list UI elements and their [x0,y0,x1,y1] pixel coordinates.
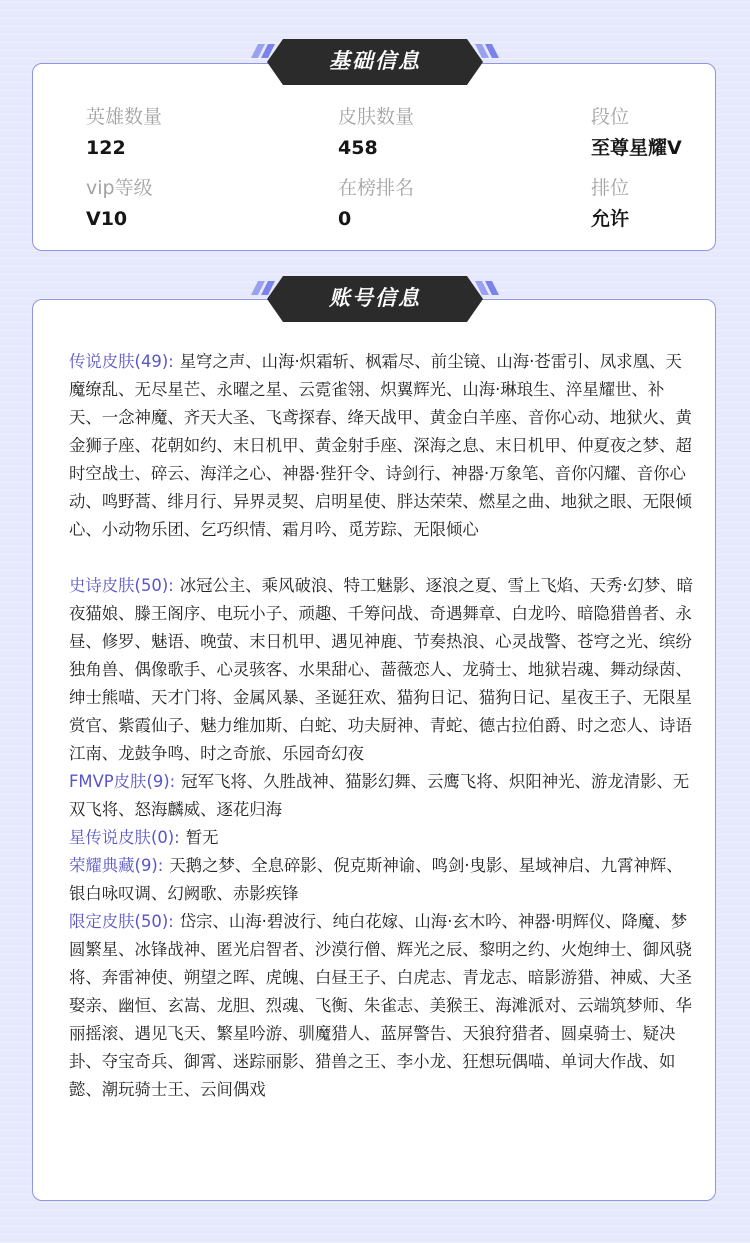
hero-count-value: 122 [86,137,126,159]
fmvp-skins-label: FMVP皮肤(9): [69,772,176,791]
rank-tier-label: 段位 [591,106,630,128]
account-info-banner [0,275,750,323]
skin-count-value: 458 [338,137,378,159]
account-info-title: 账号信息 [329,286,421,310]
hero-count-field [86,104,336,161]
rank-tier-value: 至尊星耀V [591,137,682,159]
skin-count-field [338,104,588,161]
leaderboard-rank-label: 在榜排名 [338,177,415,199]
vip-level-label: vip等级 [86,177,153,199]
section-gap [69,544,695,572]
star-legend-skins-section [69,824,695,852]
hero-count-label: 英雄数量 [86,106,163,128]
leaderboard-rank-value: 0 [338,208,352,230]
limited-skins-label: 限定皮肤(50): [69,912,174,931]
basic-info-title: 基础信息 [329,49,421,73]
skin-count-label: 皮肤数量 [338,106,415,128]
star-legend-skins-items: 暂无 [185,828,219,847]
glory-collection-label: 荣耀典藏(9): [69,856,164,875]
skin-list [69,348,695,1104]
fmvp-skins-items: 冠军飞将、久胜战神、猫影幻舞、云鹰飞将、炽阳神光、游龙清影、无双飞将、怒海麟威、逐花归海 [69,772,690,819]
rank-tier-field [591,104,750,161]
epic-skins-items: 冰冠公主、乘风破浪、特工魅影、逐浪之夏、雪上飞焰、天秀·幻梦、暗夜猫娘、滕王阁序、电玩小子、顽趣、千筹问战、奇遇舞章、白龙吟、暗隐猎兽者、永昼、修罗、魅语、晚萤、末日机甲、遇见神鹿、节奏热浪、心灵战警、苍穹之光、缤纷独角兽、偶像歌手、心灵骇客、水果甜心、蔷薇恋人、龙骑士、地狱岩魂、舞动绿茵、绅士熊喵、天才门将、金属风暴、圣诞狂欢、猫狗日记、猫狗日记、星夜王子、无限星赏官、紫霞仙子、魅力维加斯、白蛇、功夫厨神、青蛇、德古拉伯爵、时之恋人、诗语江南、龙鼓争鸣、时之奇旅、乐园奇幻夜 [69,576,694,763]
limited-skins-section [69,908,695,1104]
basic-info-banner [0,38,750,86]
ranked-permission-value: 允许 [591,208,630,230]
vip-level-field [86,175,336,232]
vip-level-value: V10 [86,208,128,230]
ranked-permission-field [591,175,750,232]
fmvp-skins-section [69,768,695,824]
glory-collection-section [69,852,695,908]
star-legend-skins-label: 星传说皮肤(0): [69,828,180,847]
legendary-skins-items: 星穹之声、山海·炽霜斩、枫霜尽、前尘镜、山海·苍雷引、凤求凰、天魔缭乱、无尽星芒、永曜之星、云霓雀翎、炽翼辉光、山海·琳琅生、淬星耀世、补天、一念神魔、齐天大圣、飞鸢探春、绛天战甲、黄金白羊座、音你心动、地狱火、黄金狮子座、花朝如约、末日机甲、黄金射手座、深海之息、末日机甲、仲夏夜之梦、超时空战士、碎云、海洋之心、神器·狴犴令、诗剑行、神器·万象笔、音你闪耀、音你心动、鸣野蒿、绯月行、异界灵契、启明星使、胖达荣荣、燃星之曲、地狱之眼、无限倾心、小动物乐团、乞巧织情、霜月吟、觅芳踪、无限倾心 [69,352,692,539]
ranked-permission-label: 排位 [591,177,630,199]
legendary-skins-label: 传说皮肤(49): [69,352,174,371]
glory-collection-items: 天鹅之梦、全息碎影、倪克斯神谕、鸣剑·曳影、星域神启、九霄神辉、银白咏叹调、幻阙歌、赤影疾锋 [69,856,683,903]
limited-skins-items: 岱宗、山海·碧波行、纯白花嫁、山海·玄木吟、神器·明辉仪、降魔、梦圆繁星、冰锋战神、匿光启智者、沙漠行僧、辉光之辰、黎明之约、火炮绅士、御风骁将、奔雷神使、朔望之晖、虎魄、白昼王子、白虎志、青龙志、暗影游猎、神威、大圣娶亲、幽恒、玄嵩、龙胆、烈魂、飞衡、朱雀志、美猴王、海滩派对、云端筑梦师、华丽摇滚、遇见飞天、繁星吟游、驯魔猎人、蓝屏警告、天狼狩猎者、圆桌骑士、疑决卦、夺宝奇兵、御霄、迷踪丽影、猎兽之王、李小龙、狂想玩偶喵、单词大作战、如懿、潮玩骑士王、云间偶戏 [69,912,692,1099]
basic-info-card [32,63,716,251]
epic-skins-label: 史诗皮肤(50): [69,576,174,595]
epic-skins-section [69,572,695,768]
legendary-skins-section [69,348,695,544]
account-info-card [32,299,716,1201]
leaderboard-rank-field [338,175,588,232]
